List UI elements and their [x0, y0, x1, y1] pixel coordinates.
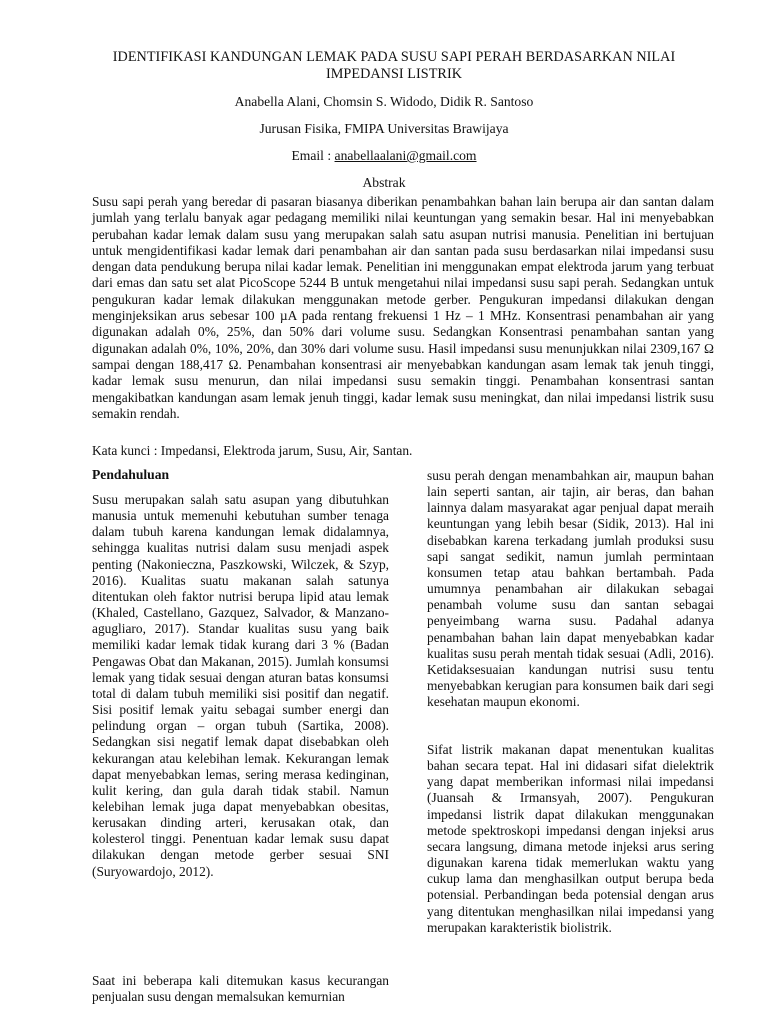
abstract-text: Susu sapi perah yang beredar di pasaran biasanya diberikan penambahkan bahan lain berupa air dan santan dalam jumlah yang terlalu banyak agar pedagang memiliki nilai keuntungan yang semakin besar. Hal ini menyebabkan perubahan kadar lemak dalam susu yang merupakan salah satu asupan nutrisi manusia. Penelitian ini bertujuan untuk mengidentifikasi kadar lemak dari penambahan air dan santan pada susu berdasarkan nilai impedansi susu dengan data pendukung berupa nilai kadar lemak. Penelitian ini menggunakan empat elektroda jarum yang terbuat dari emas dan satu set alat PicoScope 5244 B untuk mengetahui nilai impedansi susu sapi perah. Sedangkan untuk pengukuran kadar lemak dilakukan menggunakan metode gerber. Pengukuran impedansi dilakukan dengan menginjeksikan arus sebesar 100 µA pada rentang frekuensi 1 Hz – 1 MHz. Konsentrasi penambahan air yang digunakan adalah 0%, 25%, dan 50% dari volume susu. Sedangkan Konsentrasi penambahan santan yang digunakan adalah 0%, 10%, 20%, dan 30% dari volume susu. Hasil impedansi susu menunjukkan nilai 2309,167 Ω sampai dengan 188,417 Ω. Penambahan konsentrasi air menyebabkan kandungan asam lemak tak jenuh tinggi, kadar lemak susu menurun, dan nilai impedansi susu semakin tinggi. Penambahan konsentrasi santan mengakibatkan kandungan asam lemak jenuh tinggi, kadar lemak susu meningkat, dan nilai impedansi listrik susu semakin rendah.	[92, 194, 714, 421]
paper-title: IDENTIFIKASI KANDUNGAN LEMAK PADA SUSU SAPI PERAH BERDASARKAN NILAI IMPEDANSI LISTRIK	[112, 49, 676, 82]
intro-paragraph-1: Susu merupakan salah satu asupan yang dibutuhkan manusia untuk memenuhi kebutuhan sumber tenaga dalam tubuh karena kandungan lemak didalamnya, sehingga kualitas nutrisi dalam susu menjadi aspek penting (Nakonieczna, Paszkowski, Wilczek, & Szyp, 2016). Kualitas suatu makanan salah satunya ditentukan oleh faktor nutrisi berupa lipid atau lemak (Khaled, Castellano, Gazquez, Salvador, & Manzano-agugliaro, 2017). Standar kualitas susu yang baik memiliki kadar lemak tidak kurang dari 3 % (Badan Pengawas Obat dan Makanan, 2015). Jumlah konsumsi lemak yang tidak sesuai dengan aturan batas konsumsi total di dalam tubuh memiliki sisi positif dan negatif. Sisi positif lemak yaitu sebagai sumber energi dan pelindung organ – organ tubuh (Sartika, 2008). Sedangkan sisi negatif lemak dapat disebabkan oleh kekurangan atau kelebihan lemak. Kekurangan lemak dapat menyebabkan lemas, sering merasa kedinginan, kulit kering, dan gula darah tidak stabil. Namun kelebihan lemak juga dapat menyebabkan obesitas, kerusakan dinding arteri, kerusakan otak, dan kolesterol tinggi. Penentuan kadar lemak susu dapat dilakukan dengan metode gerber sesuai SNI (Suryowardojo, 2012).	[92, 492, 389, 879]
intro-paragraph-2: Saat ini beberapa kali ditemukan kasus kecurangan penjualan susu dengan memalsukan kemurnian	[92, 973, 389, 1005]
keywords: Kata kunci : Impedansi, Elektroda jarum, Susu, Air, Santan.	[92, 443, 413, 458]
intro-paragraph-3: susu perah dengan menambahkan air, maupun bahan lain seperti santan, air tajin, air beras, dan bahan lainnya dalam masyarakat agar penjual dapat meraih keuntungan yang lebih besar (Sidik, 2013). Hal ini disebabkan karena terkadang jumlah produksi susu sapi sangat sedikit, namun jumlah permintaan konsumen tetap atau bahkan bertambah. Pada umumnya penambahan air dilakukan sebagai penambah volume susu dan santan sebagai penyeimbang warna susu. Padahal adanya penambahan bahan lain dapat menyebabkan kadar kualitas susu perah mentah tidak sesuai (Adli, 2016). Ketidaksesuaian kandungan nutrisi susu tentu menyebabkan kerugian para konsumen baik dari segi kesehatan maupun ekonomi.	[427, 468, 714, 710]
affiliation: Jurusan Fisika, FMIPA Universitas Brawijaya	[259, 121, 509, 136]
abstract-heading: Abstrak	[362, 175, 406, 190]
email-label: Email :	[291, 148, 335, 163]
email-line	[60, 148, 708, 164]
author-list: Anabella Alani, Chomsin S. Widodo, Didik R. Santoso	[234, 94, 534, 109]
email-link[interactable]: anabellaalani@gmail.com	[334, 148, 477, 163]
intro-paragraph-4: Sifat listrik makanan dapat menentukan kualitas bahan secara tepat. Hal ini didasari sifat dielektrik yang dapat memberikan informasi nilai impedansi (Juansah & Irmansyah, 2007). Pengukuran impedansi listrik dapat dilakukan menggunakan metode spektroskopi impedansi dengan injeksi arus secara langsung, dimana metode injeksi arus sering digunakan karena tidak memerlukan waktu yang cukup lama dan menghasilkan output berupa beda potensial. Perbandingan beda potensial dengan arus yang ditentukan menghasilkan nilai impedansi yang merupakan karakteristik biolistrik.	[427, 742, 714, 935]
section-heading-pendahuluan: Pendahuluan	[92, 467, 170, 482]
